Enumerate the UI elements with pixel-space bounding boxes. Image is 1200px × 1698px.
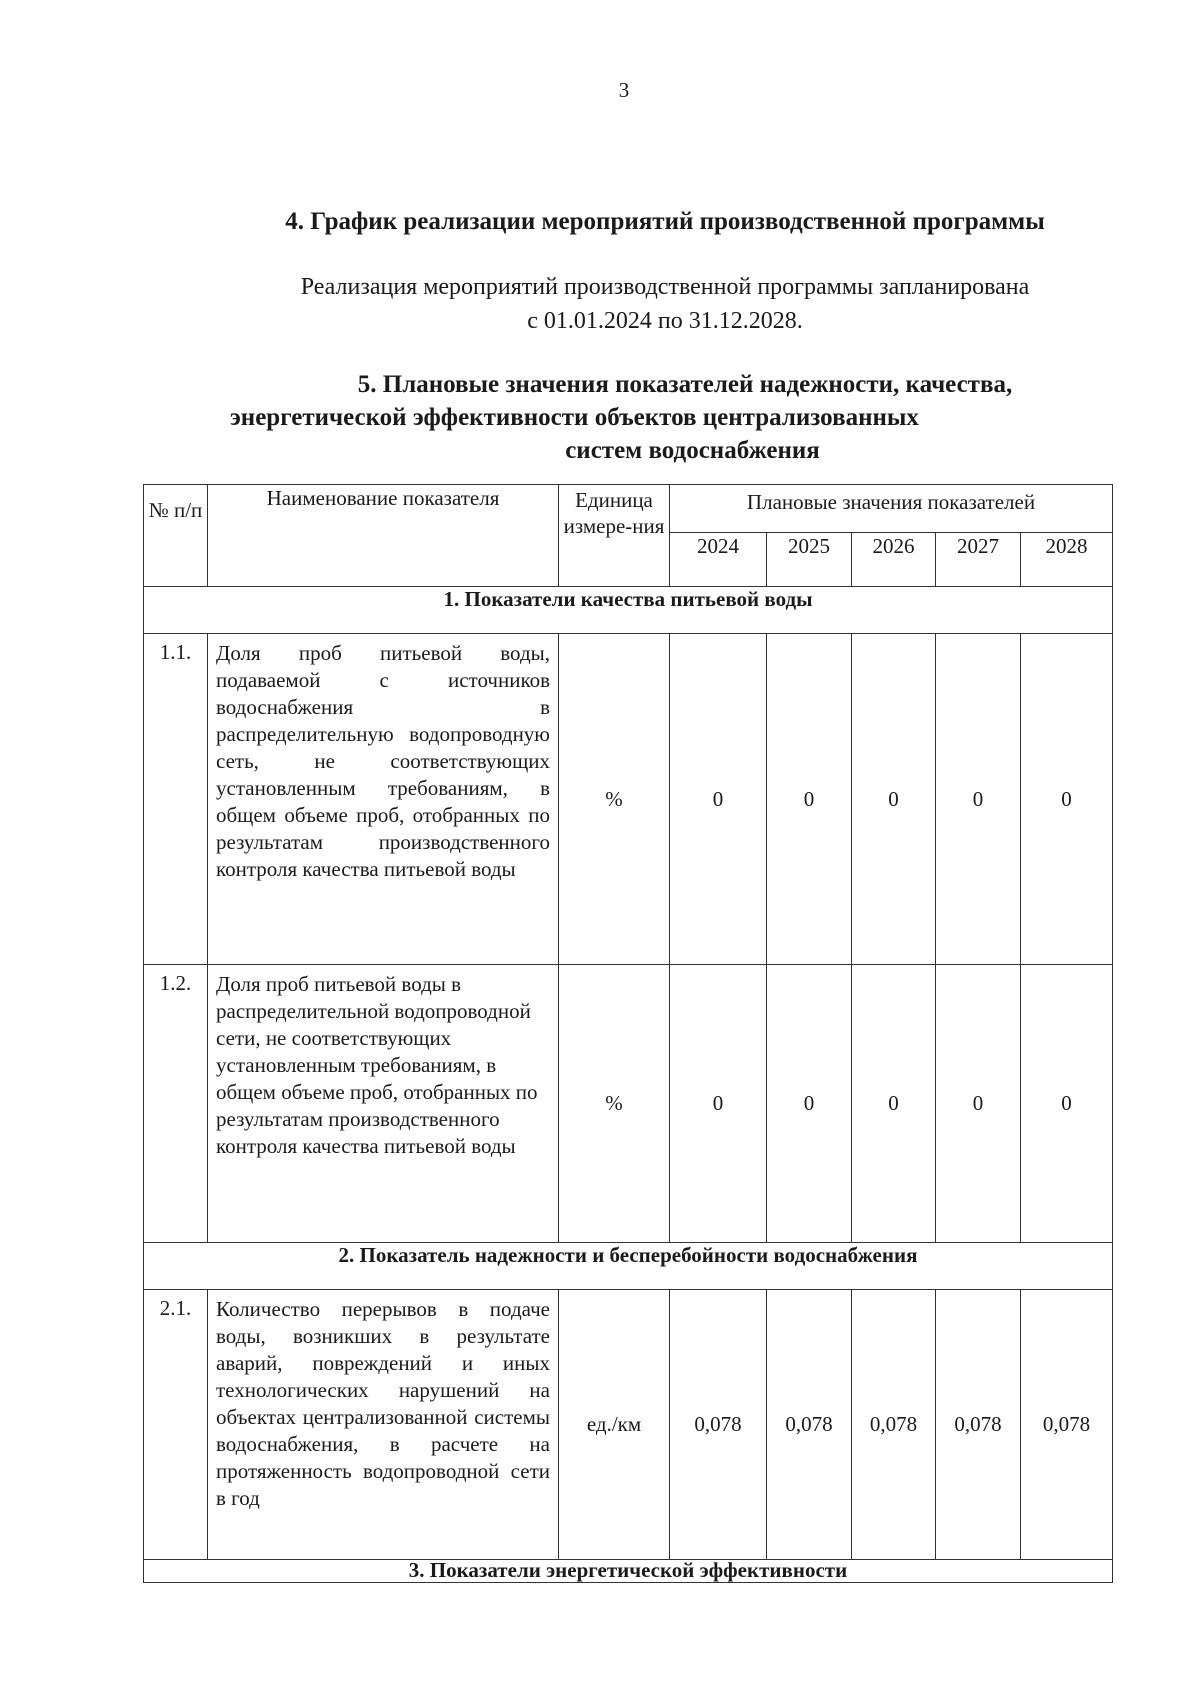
section-4-text-line-1: Реализация мероприятий производственной программы запланирована <box>300 274 1030 300</box>
header-year: 2026 <box>852 533 936 587</box>
header-year: 2027 <box>936 533 1021 587</box>
row-value: 0 <box>1021 634 1113 965</box>
row-value: 0,078 <box>936 1290 1021 1560</box>
header-year: 2025 <box>767 533 852 587</box>
row-value: 0 <box>936 965 1021 1243</box>
header-num: № п/п <box>144 485 208 587</box>
row-unit: % <box>559 965 670 1243</box>
row-value: 0 <box>852 634 936 965</box>
row-num: 2.1. <box>144 1290 208 1560</box>
header-unit: Единица измере-ния <box>559 485 670 587</box>
row-value: 0,078 <box>852 1290 936 1560</box>
row-name: Доля проб питьевой воды, подаваемой с источников водоснабжения в распределительную водопроводную сеть, не соответствующих установленным требованиям, в общем объеме проб, отобранных по результатам производственного контроля качества питьевой воды <box>208 634 559 965</box>
section-5-title <box>230 368 1100 467</box>
group-row <box>144 1560 1113 1583</box>
table-row <box>144 965 1113 1243</box>
header-year: 2024 <box>670 533 767 587</box>
header-year: 2028 <box>1021 533 1113 587</box>
page-number: 3 <box>618 78 630 102</box>
row-unit: % <box>559 634 670 965</box>
group-title: 2. Показатель надежности и бесперебойности водоснабжения <box>144 1243 1113 1290</box>
row-value: 0,078 <box>670 1290 767 1560</box>
row-value: 0 <box>936 634 1021 965</box>
table-row <box>144 1290 1113 1560</box>
row-num: 1.2. <box>144 965 208 1243</box>
group-title: 3. Показатели энергетической эффективности <box>144 1560 1113 1583</box>
header-name: Наименование показателя <box>208 485 559 587</box>
indicators-table <box>143 484 1113 1583</box>
header-planned: Плановые значения показателей <box>670 485 1113 533</box>
row-value: 0 <box>1021 965 1113 1243</box>
row-unit: ед./км <box>559 1290 670 1560</box>
row-value: 0,078 <box>767 1290 852 1560</box>
section-4-title: 4. График реализации мероприятий производственной программы <box>285 208 1045 235</box>
row-value: 0 <box>767 634 852 965</box>
row-value: 0,078 <box>1021 1290 1113 1560</box>
group-title: 1. Показатели качества питьевой воды <box>144 587 1113 634</box>
group-row <box>144 1243 1113 1290</box>
group-row <box>144 587 1113 634</box>
row-value: 0 <box>852 965 936 1243</box>
section-5-title-line-3: систем водоснабжения <box>565 437 820 464</box>
row-name: Количество перерывов в подаче воды, возникших в результате аварий, повреждений и иных технологических нарушений на объектах централизованной системы водоснабжения, в расчете на протяженность водопроводной сети в год <box>208 1290 559 1560</box>
section-4-text <box>230 270 1100 338</box>
row-value: 0 <box>767 965 852 1243</box>
section-4-text-line-2: с 01.01.2024 по 31.12.2028. <box>527 308 803 334</box>
row-num: 1.1. <box>144 634 208 965</box>
section-5-title-line-2: энергетической эффективности объектов централизованных <box>230 404 919 431</box>
section-5-title-line-1: 5. Плановые значения показателей надежности, качества, <box>357 371 1013 398</box>
row-value: 0 <box>670 965 767 1243</box>
table-row <box>144 634 1113 965</box>
row-value: 0 <box>670 634 767 965</box>
row-name: Доля проб питьевой воды в распределительной водопроводной сети, не соответствующих установленным требованиям, в общем объеме проб, отобранных по результатам производственного контроля качества питьевой воды <box>208 965 559 1243</box>
